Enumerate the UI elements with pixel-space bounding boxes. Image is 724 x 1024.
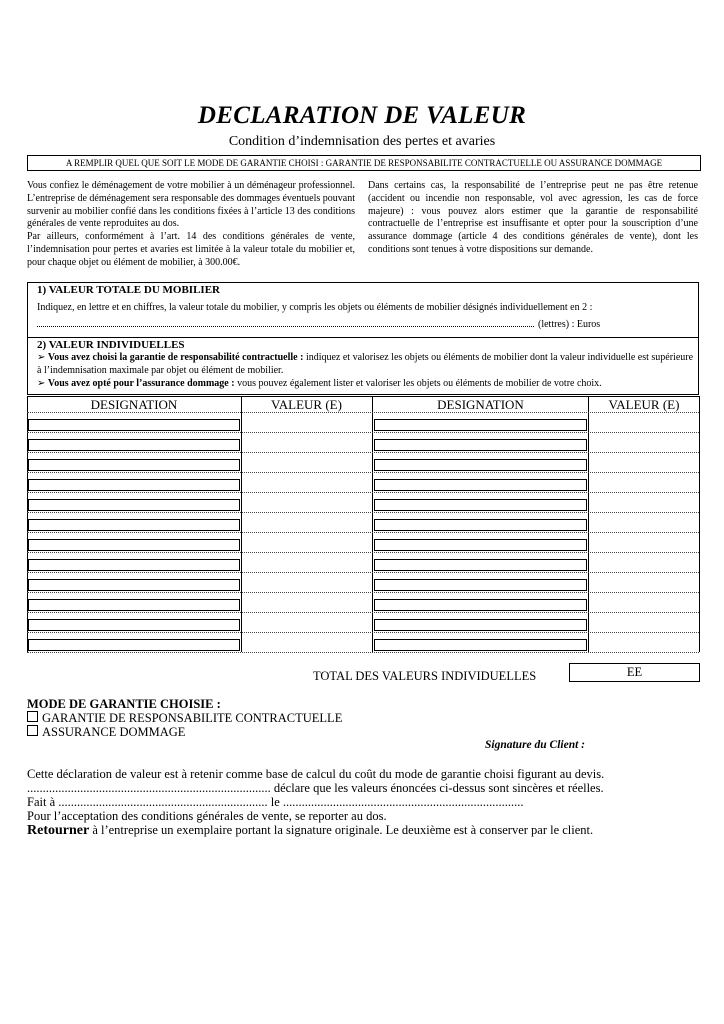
table-row-line <box>27 612 699 613</box>
table-cell-input[interactable] <box>374 579 587 591</box>
table-cell-input[interactable] <box>242 439 371 451</box>
option-contractual-label: GARANTIE DE RESPONSABILITE CONTRACTUELLE <box>42 711 343 725</box>
table-cell-input[interactable] <box>590 419 698 431</box>
total-value-unit: (lettres) : Euros <box>538 319 601 330</box>
instruction-banner: A REMPLIR QUEL QUE SOIT LE MODE DE GARANTIE CHOISI : GARANTIE DE RESPONSABILITE CONTRACTUELLE OU ASSURANCE DOMMAGE <box>27 155 701 171</box>
table-row-line <box>27 432 699 433</box>
table-row-line <box>27 592 699 593</box>
table-cell-input[interactable] <box>374 519 587 531</box>
table-cell-input[interactable] <box>28 479 240 491</box>
table-cell-input[interactable] <box>242 559 371 571</box>
table-cell-input[interactable] <box>242 639 371 651</box>
table-cell-input[interactable] <box>590 599 698 611</box>
table-row-line <box>27 632 699 633</box>
items-table <box>27 396 699 652</box>
table-cell-input[interactable] <box>374 459 587 471</box>
footer-line-1: Cette déclaration de valeur est à retenir comme base de calcul du coût du mode de garantie choisi figurant au devis. <box>27 767 605 781</box>
table-cell-input[interactable] <box>590 639 698 651</box>
section-2-title: 2) VALEUR INDIVIDUELLES <box>37 339 185 351</box>
page-subtitle: Condition d’indemnisation des pertes et avaries <box>228 134 496 149</box>
bullet-1-bold: Vous avez choisi la garantie de responsabilité contractuelle : <box>47 352 304 363</box>
bullet-1-text: indiquez et valorisez les objets ou éléments de mobilier dont la valeur individuelle est supérieure à l’indemnisation maximale par objet ou élément de mobilier. <box>37 352 694 376</box>
intro-right-column: Dans certains cas, la responsabilité de l’entreprise peut ne pas être retenue (accident ou incendie non responsable, vol avec agression, les cas de force majeure) : vous pouvez alors estimer que la garantie de responsabilité contractuelle de l’entreprise est insuffisante et opter pour la souscription d’une assurance dommage (article 4 des conditions générales de vente), dont les conditions sont tenues à votre dispositions sur demande. <box>368 180 698 255</box>
option-insurance-label: ASSURANCE DOMMAGE <box>42 725 186 739</box>
table-bottom-border <box>27 652 699 653</box>
footer-line-2: .............................................................................. déclare que les valeurs énoncées ci-dessus sont sincères et réelles. <box>27 781 604 795</box>
table-cell-input[interactable] <box>242 519 371 531</box>
table-cell-input[interactable] <box>242 419 371 431</box>
table-cell-input[interactable] <box>374 539 587 551</box>
table-row-line <box>27 512 699 513</box>
table-cell-input[interactable] <box>28 439 240 451</box>
table-cell-input[interactable] <box>28 499 240 511</box>
table-row-line <box>27 492 699 493</box>
footer-line-4: Pour l’acceptation des conditions générales de vente, se reporter au dos. <box>27 809 387 823</box>
table-row-line <box>27 472 699 473</box>
place-field[interactable]: ................................................................... <box>58 795 268 809</box>
bullet-2-text: vous pouvez également lister et valoriser les objets ou éléments de mobilier de votre choix. <box>234 378 602 389</box>
table-row-line <box>27 412 699 413</box>
table-cell-input[interactable] <box>28 459 240 471</box>
table-cell-input[interactable] <box>242 499 371 511</box>
table-cell-input[interactable] <box>28 419 240 431</box>
section-1-title: 1) VALEUR TOTALE DU MOBILIER <box>37 284 220 296</box>
table-cell-input[interactable] <box>590 519 698 531</box>
guarantee-title: MODE DE GARANTIE CHOISIE : <box>27 697 221 711</box>
section-divider <box>27 337 699 338</box>
table-cell-input[interactable] <box>28 519 240 531</box>
table-cell-input[interactable] <box>374 479 587 491</box>
table-cell-input[interactable] <box>242 599 371 611</box>
table-cell-input[interactable] <box>374 619 587 631</box>
section-2-bullet-1 <box>37 352 697 377</box>
table-cell-input[interactable] <box>374 639 587 651</box>
table-cell-input[interactable] <box>28 599 240 611</box>
total-value-field[interactable] <box>37 326 534 327</box>
footer-line-5: Retourner à l’entreprise un exemplaire portant la signature originale. Le deuxième est à conserver par le client. <box>27 823 594 838</box>
table-cell-input[interactable] <box>374 499 587 511</box>
checkbox-icon[interactable] <box>27 711 38 722</box>
table-cell-input[interactable] <box>28 579 240 591</box>
total-label: TOTAL DES VALEURS INDIVIDUELLES <box>313 669 537 683</box>
table-row-line <box>27 552 699 553</box>
arrow-bullet-icon: ➢ <box>37 352 48 363</box>
section-1-text: Indiquez, en lettre et en chiffres, la valeur totale du mobilier, y compris les objets ou éléments de mobilier désignés individuellement en 2 : <box>37 302 593 313</box>
table-row-line <box>27 532 699 533</box>
intro-left-paragraph-1: Vous confiez le déménagement de votre mobilier à un déménageur professionnel. L’entreprise de déménagement sera responsable des dommages éventuels pouvant survenir au mobilier confié dans les conditions fixées à l’article 13 des conditions générales de vente reproduites au dos. <box>27 180 355 230</box>
col-header-valeur-1: VALEUR (E) <box>271 397 342 412</box>
return-label: Retourner <box>27 823 90 838</box>
table-row-line <box>27 572 699 573</box>
option-insurance[interactable] <box>27 725 185 740</box>
table-column-divider <box>372 396 373 652</box>
table-cell-input[interactable] <box>28 539 240 551</box>
footer-line-3: Fait à ................................................................... le ............................................................................. <box>27 795 524 809</box>
table-top-border <box>27 396 699 397</box>
table-cell-input[interactable] <box>590 439 698 451</box>
table-cell-input[interactable] <box>590 619 698 631</box>
table-cell-input[interactable] <box>374 559 587 571</box>
table-cell-input[interactable] <box>590 479 698 491</box>
table-cell-input[interactable] <box>28 619 240 631</box>
col-header-valeur-2: VALEUR (E) <box>608 397 680 412</box>
arrow-bullet-icon: ➢ <box>37 378 48 389</box>
col-header-designation-2: DESIGNATION <box>437 397 524 412</box>
table-cell-input[interactable] <box>242 459 371 471</box>
table-cell-input[interactable] <box>28 559 240 571</box>
table-cell-input[interactable] <box>590 499 698 511</box>
table-row-line <box>27 452 699 453</box>
table-column-divider <box>699 396 700 652</box>
table-cell-input[interactable] <box>242 539 371 551</box>
page-title: DECLARATION DE VALEUR <box>197 102 527 129</box>
table-cell-input[interactable] <box>242 619 371 631</box>
table-cell-input[interactable] <box>374 439 587 451</box>
table-column-divider <box>588 396 589 652</box>
intro-left-paragraph-2: Par ailleurs, conformément à l’art. 14 des conditions générales de vente, l’indemnisation pour pertes et avaries est limitée à la valeur totale du mobilier et, pour chaque objet ou élément de mobilier, à 300.00€. <box>27 231 355 268</box>
date-field[interactable]: ............................................................................. <box>282 795 524 809</box>
table-cell-input[interactable] <box>374 419 587 431</box>
declarant-field[interactable]: .............................................................................. <box>27 781 271 795</box>
table-cell-input[interactable] <box>590 579 698 591</box>
col-header-designation-1: DESIGNATION <box>90 397 178 412</box>
table-cell-input[interactable] <box>374 599 587 611</box>
table-cell-input[interactable] <box>28 639 240 651</box>
table-cell-input[interactable] <box>590 559 698 571</box>
checkbox-icon[interactable] <box>27 725 38 736</box>
signature-label: Signature du Client : <box>485 739 586 751</box>
bullet-2-bold: Vous avez opté pour l’assurance dommage : <box>47 378 235 389</box>
table-cell-input[interactable] <box>590 539 698 551</box>
table-cell-input[interactable] <box>590 459 698 471</box>
intro-left-column <box>27 180 355 270</box>
total-value-box[interactable]: EE <box>569 663 700 682</box>
table-cell-input[interactable] <box>242 479 371 491</box>
section-2-bullet-2 <box>37 378 697 391</box>
footer-text <box>27 767 699 838</box>
table-cell-input[interactable] <box>242 579 371 591</box>
option-contractual[interactable] <box>27 711 342 726</box>
